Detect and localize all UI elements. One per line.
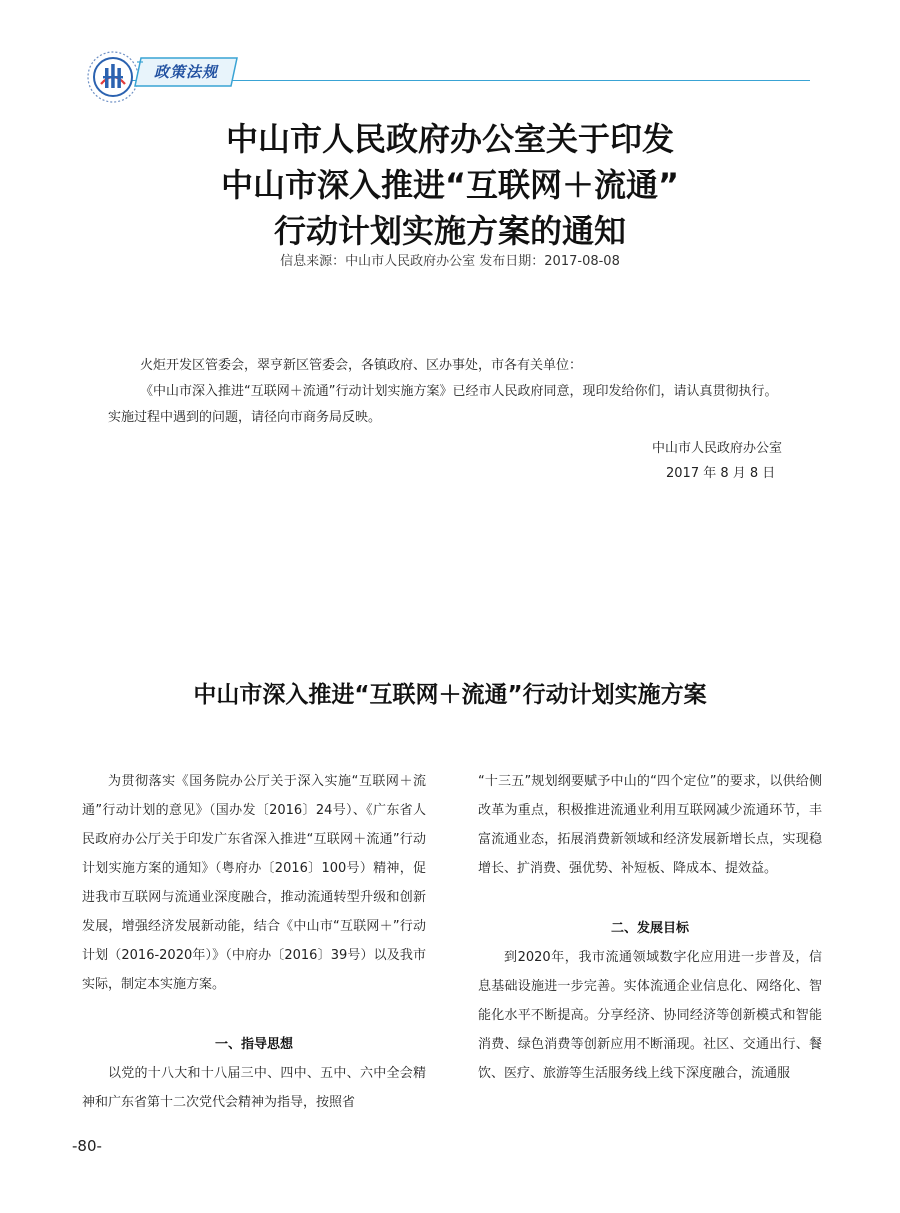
- right-column: [478, 767, 822, 1088]
- plan-title: 中山市深入推进“互联网＋流通”行动计划实施方案: [193, 682, 707, 708]
- zhongshan-emblem-icon: [86, 50, 140, 104]
- notice-body-line: 实施过程中遇到的问题，请径向市商务局反映。: [108, 410, 382, 425]
- signer: 中山市人民政府办公室: [652, 441, 783, 456]
- intro-paragraph: 为贯彻落实《国务院办公厅关于深入实施“互联网＋流通”行动计划的意见》（国办发〔2016〕24号）、《广东省人民政府办公厅关于印发广东省深入推进“互联网＋流通”行动计划实施方案的通知》（粤府办〔2016〕100号）精神，促进我市互联网与流通业深度融合，推动流通转型升级和创新发展，增强经济发展新动能，结合《中山市“互联网＋”行动计划（2016-2020年）》（中府办〔2016〕39号）以及我市实际，制定本实施方案。: [82, 774, 426, 992]
- section-heading: 二、发展目标: [610, 921, 689, 936]
- title-line: 行动计划实施方案的通知: [273, 212, 626, 250]
- left-column: [82, 767, 426, 1117]
- guiding-paragraph-continued: “十三五”规划纲要赋予中山的“四个定位”的要求，以供给侧改革为重点，积极推进流通业利用互联网减少流通环节，丰富流通业态，拓展消费新领域和经济发展新增长点，实现稳增长、扩消费、强优势、补短板、降成本、提效益。: [478, 774, 822, 876]
- section-heading: 一、指导思想: [214, 1037, 293, 1052]
- source-and-date: 信息来源：中山市人民政府办公室 发布日期：2017-08-08: [280, 254, 620, 269]
- section-tag: 政策法规: [153, 63, 218, 81]
- page-number: -80-: [72, 1137, 102, 1155]
- notice-addressee: 火炬开发区管委会，翠亨新区管委会，各镇政府、区办事处，市各有关单位：: [140, 358, 583, 373]
- guiding-paragraph: 以党的十八大和十八届三中、四中、五中、六中全会精神和广东省第十二次党代会精神为指导，按照省: [82, 1066, 426, 1110]
- sign-date: 2017 年 8 月 8 日: [666, 466, 776, 481]
- notice-body-line: 《中山市深入推进“互联网＋流通”行动计划实施方案》已经市人民政府同意，现印发给你们，请认真贯彻执行。: [140, 384, 778, 399]
- goals-paragraph: 到2020年，我市流通领域数字化应用进一步普及，信息基础设施进一步完善。实体流通企业信息化、网络化、智能化水平不断提高。分享经济、协同经济等创新模式和智能消费、绿色消费等创新应用不断涌现。社区、交通出行、餐饮、医疗、旅游等生活服务线上线下深度融合，流通服: [478, 950, 822, 1081]
- title-line: 中山市深入推进“互联网＋流通”: [220, 166, 680, 204]
- document-title: [80, 116, 820, 254]
- title-line: 中山市人民政府办公室关于印发: [225, 120, 674, 158]
